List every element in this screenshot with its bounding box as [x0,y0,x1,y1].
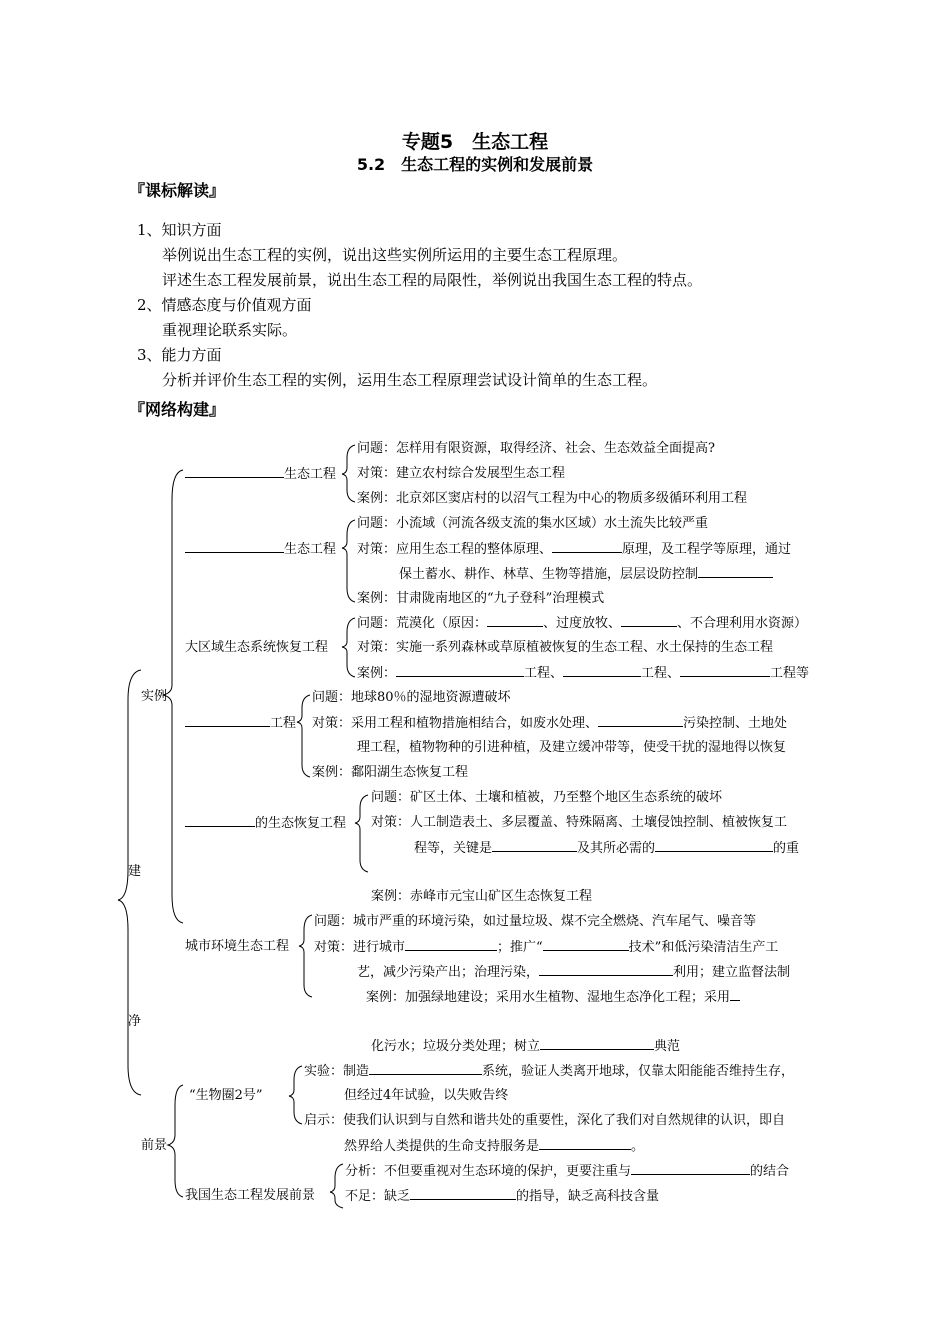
page-title: 专题5 生态工程 [401,131,549,153]
g6-strategy-a: 对策：进行城市 [314,940,406,955]
g2-strategy-c: 保土蓄水、耕作、林草、生物等措施，层层设防控制 [399,567,699,582]
standard-knowledge-2: 评述生态工程发展前景，说出生态工程的局限性，举例说出我国生态工程的特点。 [162,271,703,289]
g2-strategy-line1 [357,540,791,558]
g4-label-suffix: 工程 [270,716,297,731]
g5-label-suffix: 的生态恢复工程 [255,816,347,831]
section-heading-wangluo: 『网络构建』 [129,400,226,419]
fill-blank[interactable] [680,664,770,677]
g2-label-suffix: 生态工程 [284,542,337,557]
g8-analysis-b: 的结合 [750,1164,790,1179]
fill-blank[interactable] [405,938,497,951]
fill-blank[interactable] [539,1137,631,1150]
brace-g7 [289,1066,302,1124]
g6-strategy-d: 艺，减少污染产出；治理污染， [357,965,540,980]
fill-blank[interactable] [487,614,543,627]
g2-strategy-a: 对策：应用生态工程的整体原理、 [357,542,553,557]
g4-strategy-a: 对策：采用工程和植物措施相结合，如废水处理、 [312,716,599,731]
g4-strategy-b: 污染控制、土地处 [683,716,788,731]
g6-strategy-c: 技术”和低污染清洁生产工 [628,940,779,955]
g4-strategy-line1 [312,714,787,732]
fill-blank[interactable] [540,1037,654,1050]
brace-g4 [297,695,310,777]
fill-blank[interactable] [631,1162,750,1175]
fill-blank[interactable] [396,664,524,677]
g4-strategy-line2: 理工程，植物物种的引进种植，及建立缓冲带等，使受干扰的湿地得以恢复 [357,740,787,755]
g1-strategy: 对策：建立农村综合发展型生态工程 [357,466,566,481]
g4-case: 案例：鄱阳湖生态恢复工程 [312,765,469,780]
brace-g2 [342,520,355,602]
g6-case-b: 化污水；垃圾分类处理；树立 [371,1039,541,1054]
g3-question [357,614,807,632]
g8-shortfall-b: 的指导，缺乏高科技含量 [516,1189,660,1204]
g5-strategy-c: 的重 [773,841,800,856]
map-label-jian: 建 [128,864,142,879]
fill-blank[interactable] [185,714,270,727]
g6-case-c: 典范 [654,1039,681,1054]
g6-strategy-line1 [314,938,778,956]
page-subtitle: 5.2 生态工程的实例和发展前景 [356,155,594,174]
standard-knowledge-1: 举例说出生态工程的实例，说出这些实例所运用的主要生态工程原理。 [162,246,628,264]
fill-blank[interactable] [185,465,284,478]
g8-analysis-a: 分析：不但要重视对生态环境的保护，更要注重与 [345,1164,632,1179]
section-heading-kebiao: 『课标解读』 [129,181,226,200]
g7-label: “生物圈2号” [189,1088,263,1103]
standard-ability-1: 分析并评价生态工程的实例，运用生态工程原理尝试设计简单的生态工程。 [162,371,658,389]
brace-g6 [299,915,312,997]
g7-experiment-a: 实验：制造 [304,1064,370,1079]
g7-insight-b: 。 [631,1139,645,1154]
g2-case: 案例：甘肃陇南地区的“九子登科”治理模式 [357,591,605,606]
g3-question-a: 问题：荒漠化（原因： [357,616,488,631]
map-label-jing: 净 [128,1014,142,1029]
g5-strategy-a: 程等，关键是 [414,841,493,856]
g4-label [185,714,296,732]
g8-shortfall [345,1187,659,1205]
g6-case-line2 [371,1037,680,1055]
g1-question: 问题：怎样用有限资源，取得经济、社会、生态效益全面提高? [357,441,715,456]
standard-ability-heading: 3、能力方面 [137,346,222,364]
standard-attitude-1: 重视理论联系实际。 [162,321,298,339]
g6-case-a: 案例：加强绿地建设；采用水生植物、湿地生态净化工程；采用 [366,990,731,1005]
g8-label: 我国生态工程发展前景 [185,1188,316,1203]
g3-question-c: 、不合理利用水资源） [677,616,808,631]
fill-blank[interactable] [492,839,577,852]
fill-blank[interactable] [369,1062,482,1075]
fill-blank[interactable] [563,664,641,677]
g5-strategy-line1: 对策：人工制造表土、多层覆盖、特殊隔离、土壤侵蚀控制、植被恢复工 [371,815,788,830]
g2-label [185,540,336,558]
g5-strategy-line2 [414,839,799,857]
fill-blank[interactable] [410,1187,516,1200]
fill-blank[interactable] [543,938,629,951]
g3-case [357,664,809,682]
g6-label: 城市环境生态工程 [185,939,290,954]
brace-main [118,670,141,1095]
g2-question: 问题：小流域（河流各级支流的集水区域）水土流失比较严重 [357,516,709,531]
g6-strategy-line2 [357,963,790,981]
g8-analysis [345,1162,789,1180]
g7-insight-a: 然界给人类提供的生命支持服务是 [344,1139,540,1154]
fill-blank[interactable] [730,988,740,1001]
standard-knowledge-heading: 1、知识方面 [137,221,222,239]
g3-case-b: 工程、 [524,666,564,681]
g1-label-suffix: 生态工程 [284,467,337,482]
g5-case: 案例：赤峰市元宝山矿区生态恢复工程 [371,889,593,904]
g7-experiment-b: 系统，验证人类离开地球，仅靠太阳能能否维持生存， [482,1064,795,1079]
fill-blank[interactable] [185,540,284,553]
g7-insight-line1: 启示：使我们认识到与自然和谐共处的重要性，深化了我们对自然规律的认识，即自 [304,1113,786,1128]
g3-case-c: 工程、 [641,666,681,681]
g3-strategy: 对策：实施一系列森林或草原植被恢复的生态工程、水土保持的生态工程 [357,640,774,655]
brace-g5 [355,795,368,872]
brace-qianjing [168,1085,183,1197]
fill-blank[interactable] [539,963,673,976]
g5-strategy-b: 及其所必需的 [577,841,656,856]
g3-question-b: 、过度放牧、 [543,616,622,631]
brace-g8 [330,1164,343,1208]
g3-case-a: 案例： [357,666,397,681]
g5-label [185,814,346,832]
g1-case: 案例：北京郊区窦店村的以沼气工程为中心的物质多级循环利用工程 [357,491,748,506]
g5-question: 问题：矿区土体、土壤和植被，乃至整个地区生态系统的破坏 [371,790,723,805]
g6-strategy-b: ；推广“ [497,940,543,955]
g3-label: 大区域生态系统恢复工程 [185,640,329,655]
fill-blank[interactable] [655,839,773,852]
fill-blank[interactable] [552,540,622,553]
g2-strategy-b: 原理，及工程学等原理，通过 [622,542,792,557]
g7-experiment-line1 [304,1062,794,1080]
g8-shortfall-a: 不足：缺乏 [345,1189,411,1204]
g4-question: 问题：地球80％的湿地资源遭破坏 [312,690,511,705]
g6-case-line1 [366,988,740,1006]
g3-case-d: 工程等 [770,666,810,681]
standard-attitude-heading: 2、情感态度与价值观方面 [137,296,312,314]
map-label-shili: 实例 [141,689,168,704]
g7-insight-line2 [344,1137,644,1155]
fill-blank[interactable] [698,565,773,578]
brace-g3 [342,618,355,677]
g6-question: 问题：城市严重的环境污染，如过量垃圾、煤不完全燃烧、汽车尾气、噪音等 [314,914,757,929]
g2-strategy-line2 [399,565,773,583]
fill-blank[interactable] [621,614,677,627]
brace-g1 [342,445,355,502]
g1-label [185,465,336,483]
map-label-qianjing: 前景 [141,1138,168,1153]
g7-experiment-line2: 但经过4年试验，以失败告终 [344,1088,509,1103]
fill-blank[interactable] [185,814,255,827]
fill-blank[interactable] [598,714,683,727]
g6-strategy-e: 利用；建立监督法制 [673,965,791,980]
